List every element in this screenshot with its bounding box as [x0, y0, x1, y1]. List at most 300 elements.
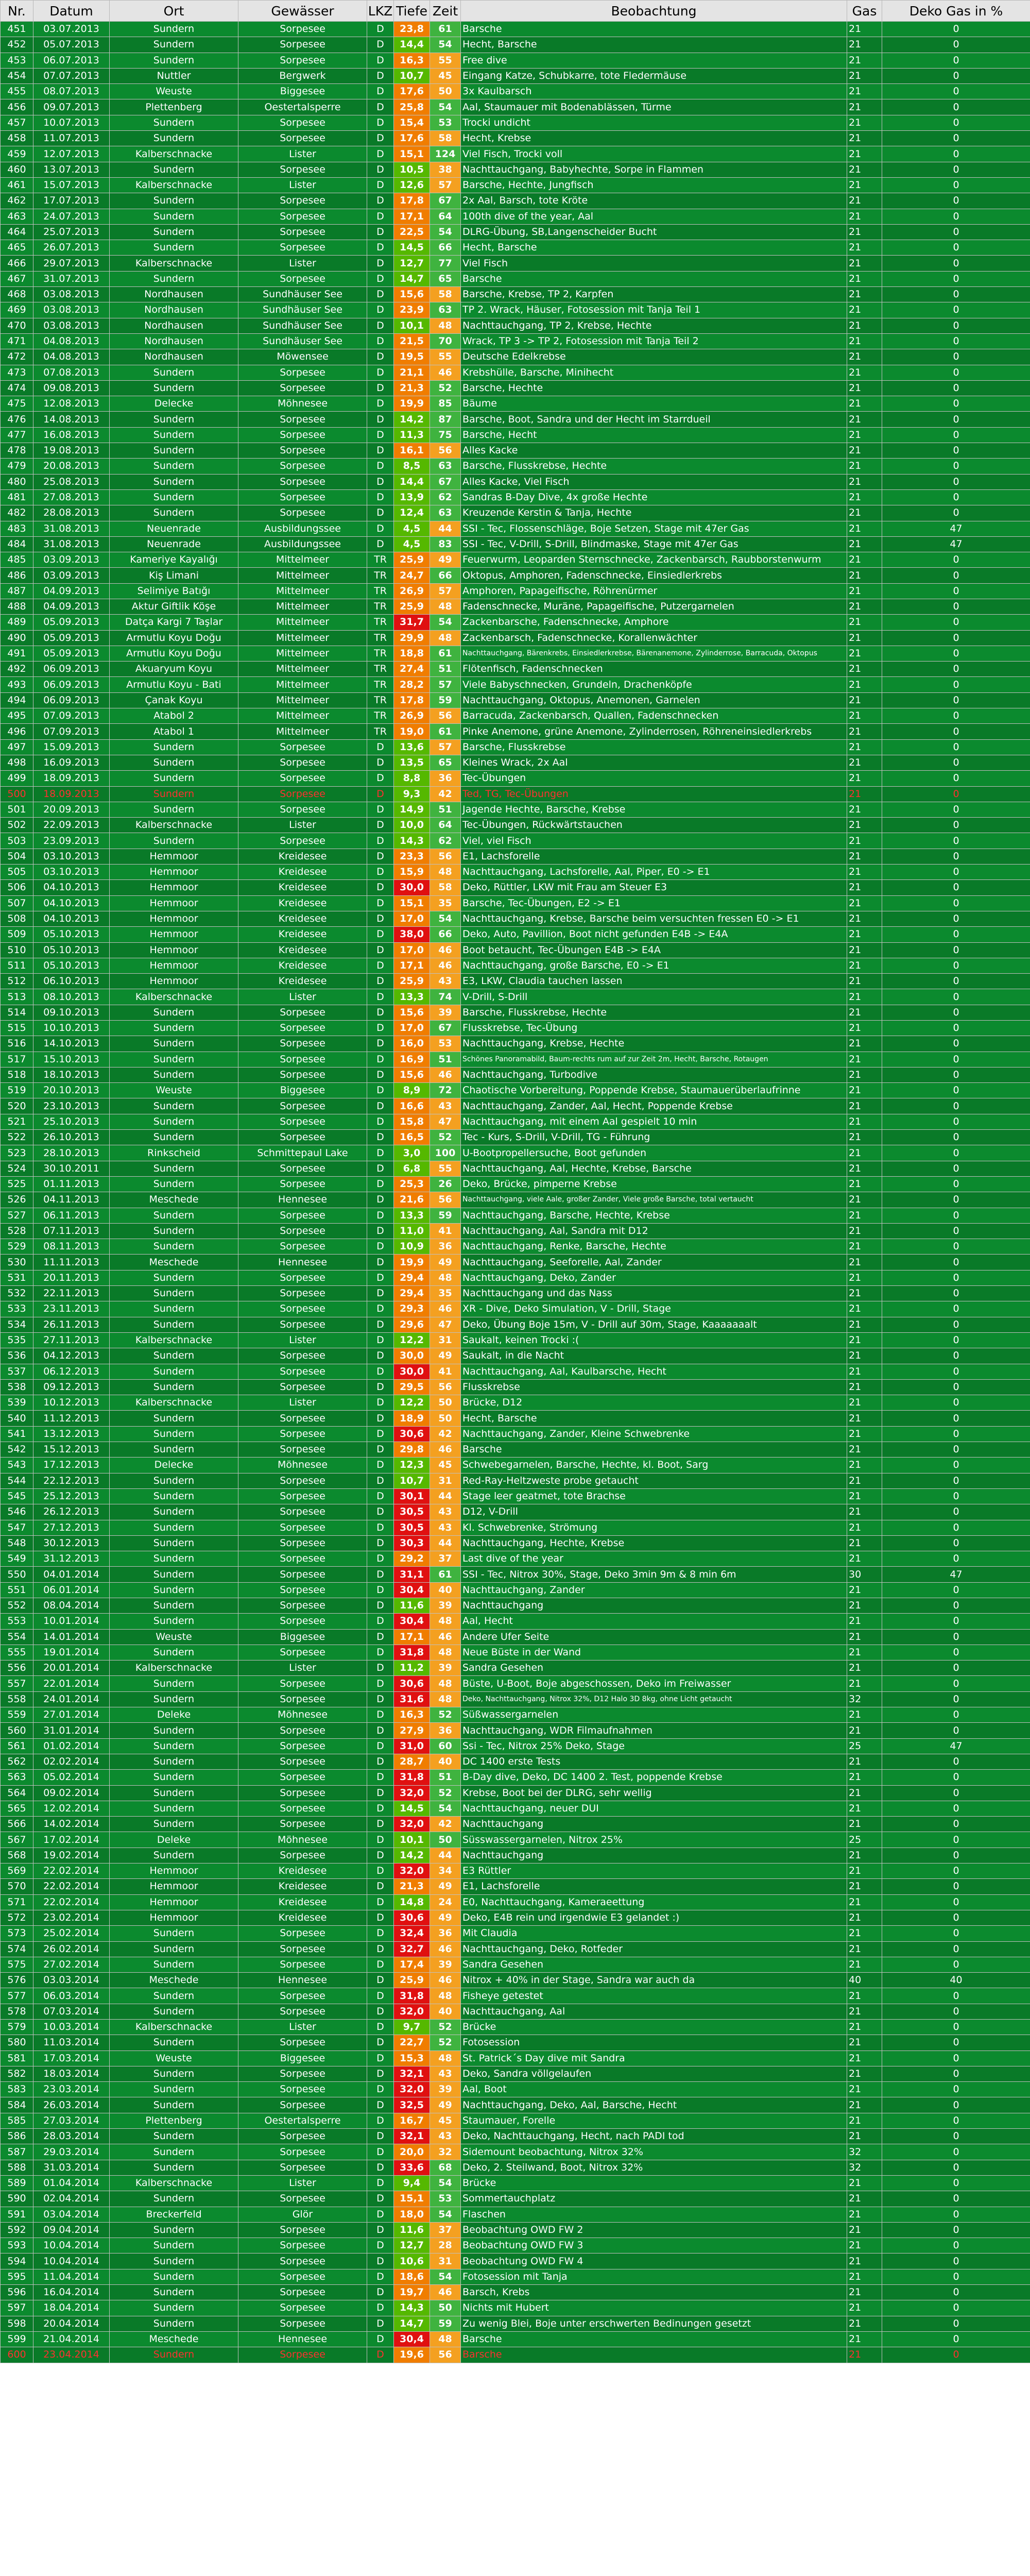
cell-deko-gas: 0 [882, 786, 1030, 802]
cell-datum: 27.12.2013 [33, 1520, 110, 1535]
cell-lkz: D [367, 536, 394, 552]
cell-gewaesser: Ausbildungssee [238, 536, 367, 552]
cell-ort: Sundern [110, 505, 238, 521]
cell-nr: 488 [1, 599, 33, 614]
cell-gewaesser: Biggesee [238, 1083, 367, 1098]
cell-ort: Hemmoor [110, 849, 238, 864]
cell-gas: 21 [847, 1255, 882, 1270]
cell-gas: 21 [847, 1083, 882, 1098]
cell-tiefe: 12,7 [394, 2238, 430, 2253]
cell-deko-gas: 0 [882, 1582, 1030, 1598]
cell-tiefe: 27,4 [394, 662, 430, 677]
table-row [1, 1926, 1030, 1941]
cell-gewaesser: Sorpesee [238, 427, 367, 443]
cell-gewaesser: Sorpesee [238, 2222, 367, 2238]
cell-gewaesser: Sorpesee [238, 1614, 367, 1629]
cell-gas: 21 [847, 2300, 882, 2316]
cell-gas: 21 [847, 662, 882, 677]
cell-beobachtung: Barsche, Flusskrebse [461, 739, 847, 755]
cell-zeit: 24 [430, 1894, 461, 1910]
cell-datum: 22.02.2014 [33, 1863, 110, 1879]
cell-datum: 04.11.2013 [33, 1192, 110, 1208]
cell-tiefe: 19,5 [394, 349, 430, 365]
cell-beobachtung: SSI - Tec, Nitrox 30%, Stage, Deko 3min 9m & 8 min 6m [461, 1567, 847, 1582]
cell-ort: Atabol 1 [110, 724, 238, 739]
cell-zeit: 64 [430, 818, 461, 833]
cell-datum: 07.09.2013 [33, 724, 110, 739]
cell-gas: 21 [847, 630, 882, 646]
cell-tiefe: 32,1 [394, 2066, 430, 2081]
table-row [1, 2269, 1030, 2284]
cell-datum: 11.07.2013 [33, 131, 110, 146]
cell-gewaesser: Sorpesee [238, 365, 367, 380]
cell-tiefe: 32,0 [394, 1817, 430, 1832]
cell-deko-gas: 0 [882, 271, 1030, 286]
cell-beobachtung: Flusskrebse, Tec-Übung [461, 1021, 847, 1036]
cell-gas: 21 [847, 1379, 882, 1395]
cell-zeit: 42 [430, 1426, 461, 1442]
cell-datum: 23.09.2013 [33, 833, 110, 849]
cell-deko-gas: 0 [882, 2004, 1030, 2019]
cell-lkz: D [367, 2222, 394, 2238]
cell-gas: 21 [847, 615, 882, 630]
cell-lkz: D [367, 755, 394, 770]
cell-zeit: 36 [430, 1723, 461, 1738]
cell-beobachtung: Brücke [461, 2020, 847, 2035]
cell-gas: 21 [847, 240, 882, 256]
cell-nr: 510 [1, 942, 33, 958]
cell-lkz: D [367, 193, 394, 209]
cell-beobachtung: Last dive of the year [461, 1551, 847, 1567]
table-row [1, 568, 1030, 583]
cell-beobachtung: Saukalt, keinen Trocki :( [461, 1332, 847, 1348]
table-row [1, 489, 1030, 505]
cell-gewaesser: Lister [238, 1660, 367, 1676]
table-row [1, 1660, 1030, 1676]
table-row [1, 1395, 1030, 1411]
cell-lkz: D [367, 1426, 394, 1442]
cell-zeit: 36 [430, 1239, 461, 1255]
cell-lkz: D [367, 1738, 394, 1754]
cell-beobachtung: Viel, viel Fisch [461, 833, 847, 849]
cell-datum: 26.02.2014 [33, 1941, 110, 1957]
cell-deko-gas: 0 [882, 2316, 1030, 2331]
cell-zeit: 62 [430, 833, 461, 849]
cell-zeit: 49 [430, 1879, 461, 1894]
cell-deko-gas: 0 [882, 2238, 1030, 2253]
cell-deko-gas: 0 [882, 818, 1030, 833]
cell-tiefe: 19,7 [394, 2285, 430, 2300]
cell-nr: 473 [1, 365, 33, 380]
table-row [1, 802, 1030, 817]
cell-datum: 22.01.2014 [33, 1676, 110, 1691]
cell-ort: Sundern [110, 240, 238, 256]
cell-beobachtung: Nachttauchgang, Lachsforelle, Aal, Piper, E0 -> E1 [461, 865, 847, 880]
cell-ort: Çanak Koyu [110, 692, 238, 708]
cell-datum: 21.04.2014 [33, 2331, 110, 2347]
cell-beobachtung: Alles Kacke [461, 443, 847, 459]
cell-datum: 10.07.2013 [33, 115, 110, 130]
cell-datum: 05.10.2013 [33, 927, 110, 942]
cell-beobachtung: Red-Ray-Heltzweste probe getaucht [461, 1473, 847, 1488]
cell-zeit: 53 [430, 115, 461, 130]
cell-zeit: 53 [430, 2191, 461, 2207]
cell-zeit: 31 [430, 2253, 461, 2269]
cell-zeit: 57 [430, 677, 461, 692]
cell-tiefe: 8,8 [394, 771, 430, 786]
cell-gas: 21 [847, 1941, 882, 1957]
cell-gas: 21 [847, 1052, 882, 1067]
cell-beobachtung: Wrack, TP 3 -> TP 2, Fotosession mit Tanja Teil 2 [461, 333, 847, 349]
cell-nr: 536 [1, 1348, 33, 1364]
cell-lkz: D [367, 1114, 394, 1129]
cell-deko-gas: 0 [882, 646, 1030, 661]
cell-nr: 466 [1, 256, 33, 271]
cell-lkz: D [367, 1145, 394, 1161]
cell-nr: 523 [1, 1145, 33, 1161]
cell-lkz: D [367, 865, 394, 880]
cell-gewaesser: Kreidesee [238, 895, 367, 911]
table-row [1, 2222, 1030, 2238]
cell-gas: 21 [847, 1364, 882, 1379]
cell-ort: Akuaryum Koyu [110, 662, 238, 677]
cell-ort: Weuste [110, 84, 238, 99]
cell-zeit: 48 [430, 1988, 461, 2004]
cell-lkz: D [367, 974, 394, 989]
cell-gewaesser: Mittelmeer [238, 552, 367, 568]
cell-tiefe: 14,5 [394, 1801, 430, 1816]
cell-gas: 30 [847, 1567, 882, 1582]
cell-zeit: 75 [430, 427, 461, 443]
cell-lkz: D [367, 2082, 394, 2097]
cell-gewaesser: Kreidesee [238, 1894, 367, 1910]
cell-lkz: D [367, 1130, 394, 1145]
cell-deko-gas: 0 [882, 380, 1030, 396]
cell-beobachtung: Andere Ufer Seite [461, 1629, 847, 1645]
cell-gas: 21 [847, 1192, 882, 1208]
table-row [1, 193, 1030, 209]
cell-datum: 04.12.2013 [33, 1348, 110, 1364]
cell-ort: Nordhausen [110, 318, 238, 333]
cell-ort: Sundern [110, 271, 238, 286]
cell-beobachtung: D12, V-Drill [461, 1504, 847, 1520]
cell-tiefe: 15,3 [394, 2050, 430, 2066]
table-row [1, 2347, 1030, 2363]
cell-beobachtung: Ted, TG, Tec-Übungen [461, 786, 847, 802]
cell-gas: 21 [847, 1036, 882, 1052]
cell-gewaesser: Sorpesee [238, 1598, 367, 1613]
cell-tiefe: 29,8 [394, 1442, 430, 1458]
cell-zeit: 54 [430, 2269, 461, 2284]
cell-gewaesser: Mittelmeer [238, 615, 367, 630]
cell-gewaesser: Sorpesee [238, 739, 367, 755]
cell-datum: 14.02.2014 [33, 1817, 110, 1832]
cell-nr: 570 [1, 1879, 33, 1894]
cell-ort: Sundern [110, 1473, 238, 1488]
cell-tiefe: 14,4 [394, 474, 430, 489]
cell-zeit: 48 [430, 1645, 461, 1660]
cell-deko-gas: 0 [882, 131, 1030, 146]
cell-gas: 21 [847, 1442, 882, 1458]
cell-lkz: D [367, 1957, 394, 1972]
cell-beobachtung: Flaschen [461, 2207, 847, 2222]
cell-gewaesser: Sorpesee [238, 1535, 367, 1551]
cell-tiefe: 23,9 [394, 302, 430, 318]
cell-gas: 21 [847, 287, 882, 302]
cell-nr: 465 [1, 240, 33, 256]
cell-zeit: 48 [430, 1691, 461, 1707]
cell-deko-gas: 0 [882, 1504, 1030, 1520]
cell-tiefe: 31,8 [394, 1988, 430, 2004]
cell-gas: 32 [847, 2144, 882, 2160]
cell-ort: Delecke [110, 396, 238, 412]
cell-gewaesser: Sundhäuser See [238, 287, 367, 302]
cell-beobachtung: Nachttauchgang [461, 1817, 847, 1832]
cell-deko-gas: 0 [882, 1223, 1030, 1239]
cell-zeit: 58 [430, 131, 461, 146]
cell-lkz: D [367, 1192, 394, 1208]
cell-gewaesser: Sorpesee [238, 1411, 367, 1426]
cell-nr: 593 [1, 2238, 33, 2253]
cell-datum: 09.10.2013 [33, 1005, 110, 1020]
cell-gewaesser: Sorpesee [238, 1723, 367, 1738]
cell-gas: 21 [847, 1286, 882, 1301]
cell-gewaesser: Sorpesee [238, 1957, 367, 1972]
cell-ort: Armutlu Koyu Doğu [110, 646, 238, 661]
table-row [1, 942, 1030, 958]
cell-nr: 540 [1, 1411, 33, 1426]
cell-tiefe: 25,9 [394, 1973, 430, 1988]
cell-lkz: D [367, 771, 394, 786]
cell-gas: 21 [847, 2097, 882, 2113]
cell-tiefe: 33,6 [394, 2160, 430, 2175]
cell-zeit: 54 [430, 99, 461, 115]
cell-deko-gas: 0 [882, 615, 1030, 630]
cell-nr: 524 [1, 1161, 33, 1176]
table-row [1, 37, 1030, 53]
cell-tiefe: 12,4 [394, 505, 430, 521]
cell-zeit: 44 [430, 1848, 461, 1863]
cell-zeit: 39 [430, 1957, 461, 1972]
table-row [1, 1879, 1030, 1894]
cell-tiefe: 30,0 [394, 1348, 430, 1364]
cell-nr: 534 [1, 1317, 33, 1332]
cell-beobachtung: Stage leer geatmet, tote Brachse [461, 1488, 847, 1504]
table-row [1, 849, 1030, 864]
cell-zeit: 55 [430, 1161, 461, 1176]
cell-nr: 461 [1, 177, 33, 193]
cell-beobachtung: E1, Lachsforelle [461, 849, 847, 864]
cell-zeit: 51 [430, 1770, 461, 1785]
cell-gas: 21 [847, 1270, 882, 1285]
cell-lkz: TR [367, 568, 394, 583]
cell-zeit: 62 [430, 489, 461, 505]
cell-gas: 21 [847, 2082, 882, 2097]
cell-zeit: 47 [430, 1317, 461, 1332]
cell-lkz: D [367, 1286, 394, 1301]
cell-datum: 03.10.2013 [33, 865, 110, 880]
cell-deko-gas: 0 [882, 849, 1030, 864]
cell-gas: 21 [847, 505, 882, 521]
cell-gewaesser: Hennesee [238, 1192, 367, 1208]
cell-beobachtung: Deko, Übung Boje 15m, V - Drill auf 30m, Stage, Kaaaaaaalt [461, 1317, 847, 1332]
table-row [1, 1770, 1030, 1785]
cell-gewaesser: Sorpesee [238, 1770, 367, 1785]
cell-gewaesser: Mittelmeer [238, 568, 367, 583]
cell-deko-gas: 0 [882, 474, 1030, 489]
cell-lkz: D [367, 2020, 394, 2035]
cell-ort: Sundern [110, 459, 238, 474]
cell-lkz: TR [367, 646, 394, 661]
cell-zeit: 66 [430, 927, 461, 942]
cell-nr: 492 [1, 662, 33, 677]
cell-beobachtung: Tec - Kurs, S-Drill, V-Drill, TG - Führung [461, 1130, 847, 1145]
cell-lkz: D [367, 1582, 394, 1598]
cell-tiefe: 30,0 [394, 1364, 430, 1379]
cell-gewaesser: Hennesee [238, 1973, 367, 1988]
cell-lkz: D [367, 131, 394, 146]
cell-gas: 21 [847, 1801, 882, 1816]
cell-ort: Neuenrade [110, 521, 238, 536]
cell-datum: 20.08.2013 [33, 459, 110, 474]
cell-ort: Sundern [110, 1208, 238, 1223]
cell-ort: Sundern [110, 1535, 238, 1551]
cell-ort: Kalberschnacke [110, 1332, 238, 1348]
cell-ort: Sundern [110, 2253, 238, 2269]
cell-zeit: 83 [430, 536, 461, 552]
cell-lkz: D [367, 942, 394, 958]
cell-ort: Sundern [110, 1926, 238, 1941]
cell-zeit: 46 [430, 2285, 461, 2300]
cell-lkz: D [367, 1707, 394, 1723]
cell-datum: 08.10.2013 [33, 989, 110, 1005]
cell-lkz: D [367, 1879, 394, 1894]
cell-gewaesser: Sorpesee [238, 755, 367, 770]
cell-datum: 10.04.2014 [33, 2238, 110, 2253]
cell-ort: Sundern [110, 2160, 238, 2175]
table-row [1, 2129, 1030, 2144]
cell-nr: 472 [1, 349, 33, 365]
cell-gewaesser: Mittelmeer [238, 692, 367, 708]
cell-zeit: 87 [430, 412, 461, 427]
cell-ort: Sundern [110, 1645, 238, 1660]
cell-ort: Sundern [110, 162, 238, 177]
cell-datum: 22.09.2013 [33, 818, 110, 833]
cell-nr: 522 [1, 1130, 33, 1145]
cell-datum: 27.03.2014 [33, 2113, 110, 2128]
cell-nr: 556 [1, 1660, 33, 1676]
cell-gas: 21 [847, 1582, 882, 1598]
cell-gas: 21 [847, 583, 882, 599]
cell-lkz: D [367, 1770, 394, 1785]
cell-beobachtung: Krebse, Boot bei der DLRG, sehr wellig [461, 1785, 847, 1801]
table-row [1, 1145, 1030, 1161]
cell-gewaesser: Mittelmeer [238, 708, 367, 724]
cell-datum: 31.03.2014 [33, 2160, 110, 2175]
cell-beobachtung: Deko, Brücke, pimperne Krebse [461, 1176, 847, 1192]
cell-nr: 569 [1, 1863, 33, 1879]
cell-ort: Deleke [110, 1707, 238, 1723]
cell-nr: 500 [1, 786, 33, 802]
cell-zeit: 32 [430, 2144, 461, 2160]
cell-deko-gas: 0 [882, 552, 1030, 568]
cell-deko-gas: 0 [882, 443, 1030, 459]
cell-gas: 21 [847, 443, 882, 459]
cell-nr: 457 [1, 115, 33, 130]
cell-zeit: 57 [430, 177, 461, 193]
cell-nr: 471 [1, 333, 33, 349]
table-row [1, 771, 1030, 786]
cell-gewaesser: Sorpesee [238, 1161, 367, 1176]
cell-deko-gas: 0 [882, 1629, 1030, 1645]
cell-gewaesser: Sorpesee [238, 1130, 367, 1145]
cell-beobachtung: SSI - Tec, V-Drill, S-Drill, Blindmaske, Stage mit 47er Gas [461, 536, 847, 552]
cell-deko-gas: 0 [882, 708, 1030, 724]
cell-lkz: D [367, 1098, 394, 1114]
cell-gas: 21 [847, 68, 882, 83]
cell-ort: Kalberschnacke [110, 177, 238, 193]
cell-beobachtung: Neue Büste in der Wand [461, 1645, 847, 1660]
table-row [1, 677, 1030, 692]
table-row [1, 1691, 1030, 1707]
cell-tiefe: 31,6 [394, 1691, 430, 1707]
cell-tiefe: 18,8 [394, 646, 430, 661]
cell-tiefe: 4,5 [394, 536, 430, 552]
cell-ort: Datça Kargi 7 Taşlar [110, 615, 238, 630]
cell-gas: 21 [847, 2222, 882, 2238]
cell-tiefe: 30,5 [394, 1520, 430, 1535]
cell-beobachtung: Flusskrebse [461, 1379, 847, 1395]
cell-zeit: 43 [430, 2066, 461, 2081]
cell-beobachtung: Barsche, Krebse, TP 2, Karpfen [461, 287, 847, 302]
cell-ort: Sundern [110, 2238, 238, 2253]
cell-gewaesser: Mittelmeer [238, 630, 367, 646]
cell-deko-gas: 0 [882, 880, 1030, 895]
cell-ort: Meschede [110, 2331, 238, 2347]
cell-gewaesser: Ausbildungssee [238, 521, 367, 536]
cell-tiefe: 13,5 [394, 755, 430, 770]
cell-gas: 21 [847, 2004, 882, 2019]
table-row [1, 911, 1030, 926]
cell-tiefe: 32,0 [394, 2082, 430, 2097]
cell-ort: Sundern [110, 1021, 238, 1036]
cell-lkz: D [367, 2175, 394, 2191]
cell-gas: 21 [847, 1130, 882, 1145]
cell-gewaesser: Sorpesee [238, 1317, 367, 1332]
cell-zeit: 63 [430, 302, 461, 318]
cell-ort: Kalberschnacke [110, 1660, 238, 1676]
cell-tiefe: 13,3 [394, 1208, 430, 1223]
cell-gewaesser: Biggesee [238, 2050, 367, 2066]
cell-gewaesser: Hennesee [238, 1255, 367, 1270]
cell-datum: 14.08.2013 [33, 412, 110, 427]
header-tiefe: Tiefe [394, 1, 430, 22]
cell-ort: Kalberschnacke [110, 146, 238, 162]
cell-tiefe: 38,0 [394, 927, 430, 942]
cell-gewaesser: Lister [238, 818, 367, 833]
cell-ort: Sundern [110, 1130, 238, 1145]
cell-gewaesser: Lister [238, 2175, 367, 2191]
cell-tiefe: 11,6 [394, 1598, 430, 1613]
cell-datum: 06.01.2014 [33, 1582, 110, 1598]
cell-deko-gas: 0 [882, 1801, 1030, 1816]
cell-ort: Sundern [110, 193, 238, 209]
cell-lkz: D [367, 37, 394, 53]
cell-beobachtung: Nachttauchgang, Zander [461, 1582, 847, 1598]
cell-nr: 589 [1, 2175, 33, 2191]
cell-gewaesser: Sorpesee [238, 786, 367, 802]
cell-tiefe: 31,7 [394, 615, 430, 630]
